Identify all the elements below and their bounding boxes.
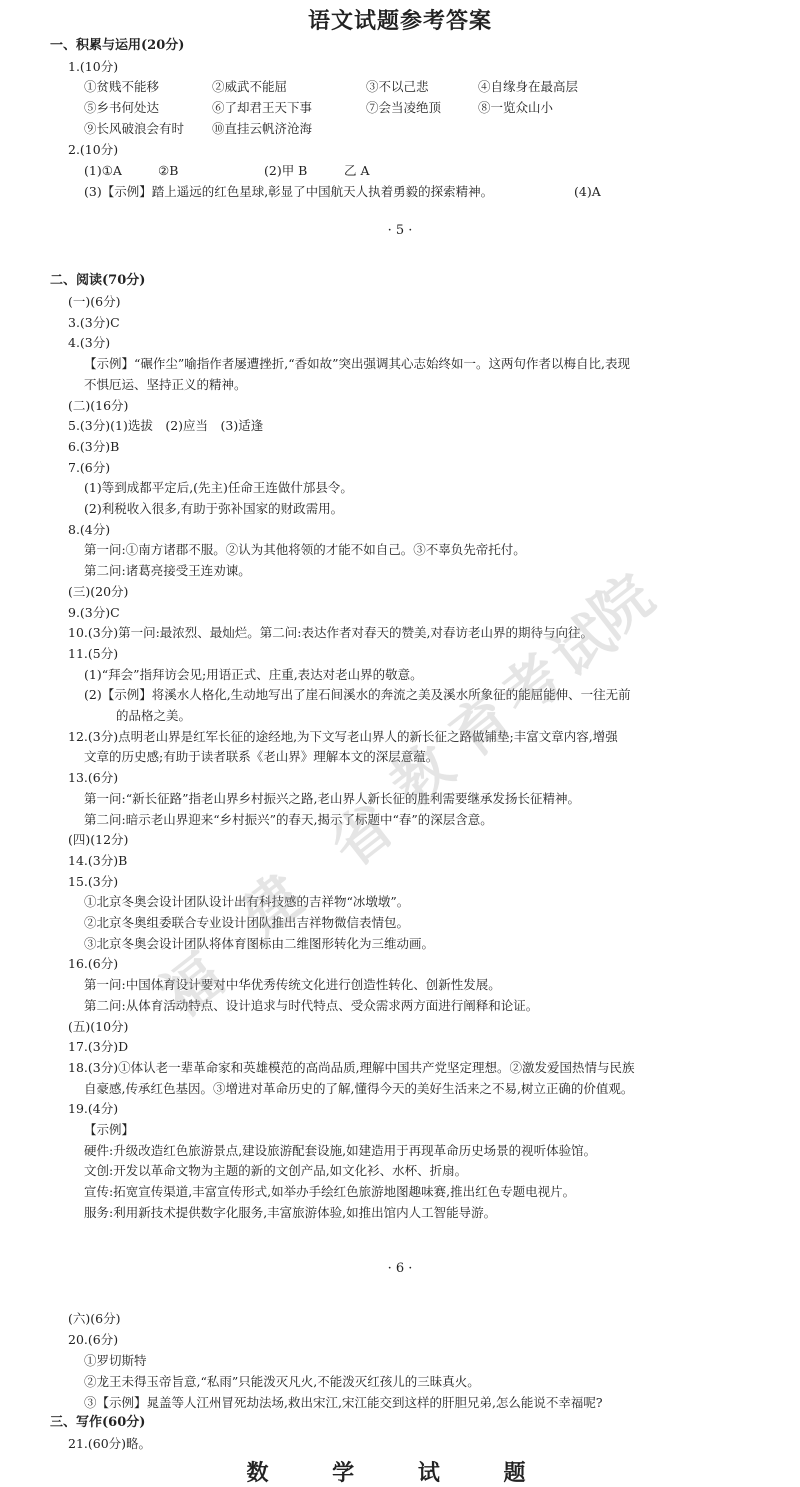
answer-line: ①北京冬奥会设计团队设计出有科技感的吉祥物“冰墩墩”。: [84, 894, 410, 910]
answer-line: 11.(5分): [68, 645, 119, 661]
answer-line: (五)(10分): [68, 1018, 129, 1034]
answer-line: 5.(3分)(1)选拔 (2)应当 (3)适逢: [68, 418, 264, 434]
q1-item: ⑦会当凌绝顶: [366, 100, 442, 115]
answer-line: 20.(6分): [68, 1332, 119, 1347]
q21-answer: 21.(60分)略。: [68, 1436, 152, 1451]
answer-line: 文章的历史感;有助于读者联系《老山界》理解本文的深层意蕴。: [84, 749, 439, 765]
q2-row-1: [0, 163, 800, 179]
answer-line: 【示例】: [84, 1122, 135, 1137]
answer-line: (1)等到成都平定后,(先主)任命王连做什邡县令。: [84, 480, 353, 496]
watermark-char: 省: [318, 791, 406, 881]
answer-line: 【示例】“碾作尘”喻指作者屡遭挫折,“香如故”突出强调其心志始终如一。这两句作者以梅自比,表现: [84, 356, 631, 372]
answer-line: ③北京冬奥会设计团队将体育图标由二维图形转化为三维动画。: [84, 935, 435, 951]
answer-line: 的品格之美。: [116, 708, 192, 723]
q1-item: ④自缘身在最高层: [478, 79, 579, 94]
answer-line: (2)【示例】将溪水人格化,生动地写出了崖石间溪水的奔流之美及溪水所象征的能屈能伸、一往无前: [84, 687, 631, 703]
next-paper-title: 数 学 试 题: [246, 1460, 554, 1486]
q2-part: (2)甲 B: [264, 163, 308, 178]
answer-line: 7.(6分): [68, 459, 111, 475]
answer-line: ③【示例】晁盖等人江州冒死劫法场,救出宋江,宋江能交到这样的肝胆兄弟,怎么能说不幸福呢?: [84, 1395, 603, 1410]
answer-line: 宣传:拓宽宣传渠道,丰富宣传形式,如举办手绘红色旅游地图趣味赛,推出红色专题电视片。: [84, 1184, 576, 1200]
answer-line: 19.(4分): [68, 1101, 119, 1117]
answer-line: (2)利税收入很多,有助于弥补国家的财政需用。: [84, 501, 344, 516]
answer-line: 服务:利用新技术提供数字化服务,丰富旅游体验,如推出馆内人工智能导游。: [84, 1204, 497, 1220]
q1-item: ⑧一览众山小: [478, 100, 554, 115]
watermark-char: 建: [228, 861, 316, 951]
answer-line: 15.(3分): [68, 873, 119, 889]
answer-line: (一)(6分): [68, 294, 121, 309]
page-title: 语文试题参考答案: [307, 8, 492, 34]
q1-row-3: [0, 121, 800, 137]
answer-line: (六)(6分): [68, 1311, 121, 1326]
q2-label: 2.(10分): [68, 142, 119, 157]
answer-line: (二)(16分): [68, 397, 129, 413]
answer-line: 9.(3分)C: [68, 604, 120, 620]
watermark-char: 育: [438, 681, 526, 771]
answer-line: ①罗切斯特: [84, 1353, 147, 1368]
watermark-char: 考: [488, 641, 576, 731]
q1-item: ①贫贱不能移: [84, 79, 160, 94]
answer-line: 硬件:升级改造红色旅游景点,建设旅游配套设施,如建造用于再现革命历史场景的视听体验馆。: [84, 1142, 597, 1158]
q1-label: 1.(10分): [68, 59, 119, 74]
answer-line: 3.(3分)C: [68, 314, 120, 330]
watermark-char: 院: [578, 561, 666, 651]
page-number: · 5 ·: [387, 223, 413, 238]
answer-line: (四)(12分): [68, 832, 129, 848]
answer-line: 6.(3分)B: [68, 438, 120, 454]
answer-line: 第二问:暗示老山界迎来“乡村振兴”的春天,揭示了标题中“春”的深层含意。: [84, 811, 493, 827]
answer-line: ②龙王未得玉帝旨意,“私雨”只能泼灭凡火,不能泼灭红孩儿的三昧真火。: [84, 1374, 480, 1389]
page-number: · 6 ·: [387, 1261, 413, 1276]
q2-row-2: [0, 184, 800, 200]
q2-part: ②B: [158, 163, 179, 178]
q1-item: ⑥了却君王天下事: [212, 100, 313, 115]
q1-row-2: [0, 100, 800, 116]
answer-line: 12.(3分)点明老山界是红军长征的途经地,为下文写老山界人的新长征之路做铺垫;丰富文章内容,增强: [68, 728, 618, 744]
q2-part: (1)①A: [84, 163, 122, 178]
answer-line: 第一问:①南方诸郡不服。②认为其他将领的才能不如自己。③不辜负先帝托付。: [84, 542, 526, 558]
answer-line: 文创:开发以革命文物为主题的新的文创产品,如文化衫、水杯、折扇。: [84, 1163, 468, 1179]
watermark-char: 教: [378, 731, 466, 821]
answer-line: 不惧厄运、坚持正义的精神。: [84, 376, 247, 392]
answer-line: ②北京冬奥组委联合专业设计团队推出吉祥物微信表情包。: [84, 915, 410, 930]
answer-line: 18.(3分)①体认老一辈革命家和英雄模范的高尚品质,理解中国共产党坚定理想。②激发爱国热情与民族: [68, 1059, 635, 1075]
answer-line: 第一问:“新长征路”指老山界乡村振兴之路,老山界人新长征的胜利需要继承发扬长征精神。: [84, 790, 580, 806]
q1-item: ⑨长风破浪会有时: [84, 121, 185, 136]
answer-line: 第一问:中国体育设计要对中华优秀传统文化进行创造性转化、创新性发展。: [84, 977, 501, 993]
section-2-heading: 二、阅读(70分): [50, 273, 146, 288]
answer-line: 第二问:诸葛亮接受王连劝谏。: [84, 563, 251, 579]
q1-item: ③不以己悲: [366, 79, 429, 94]
answer-line: (三)(20分): [68, 583, 129, 599]
q1-item: ②威武不能屈: [212, 79, 288, 94]
q1-row-1: [0, 79, 800, 95]
answer-line: 16.(6分): [68, 956, 119, 972]
answer-line: 第二问:从体育活动特点、设计追求与时代特点、受众需求两方面进行阐释和论证。: [84, 997, 539, 1013]
section-3-heading: 三、写作(60分): [50, 1415, 146, 1430]
q1-item: ⑩直挂云帆济沧海: [212, 121, 313, 136]
answer-line: (1)“拜会”指拜访会见;用语正式、庄重,表达对老山界的敬意。: [84, 666, 423, 682]
answer-line: 14.(3分)B: [68, 852, 128, 868]
answer-line: 4.(3分): [68, 335, 111, 351]
q2-part-4: (4)A: [574, 184, 601, 199]
answer-line: 13.(6分): [68, 770, 119, 786]
q1-item: ⑤乡书何处达: [84, 100, 160, 115]
section-1-heading: 一、积累与运用(20分): [50, 38, 185, 53]
q2-part: 乙 A: [344, 163, 370, 178]
answer-line: 17.(3分)D: [68, 1039, 129, 1055]
watermark-char: 福: [148, 941, 236, 1031]
q2-example: (3)【示例】踏上遥远的红色星球,彰显了中国航天人执着勇毅的探索精神。: [84, 184, 494, 199]
answer-line: 自豪感,传承红色基因。③增进对革命历史的了解,懂得今天的美好生活来之不易,树立正确的价值观。: [84, 1080, 634, 1096]
answer-line: 10.(3分)第一问:最浓烈、最灿烂。第二问:表达作者对春天的赞美,对春访老山界的期待与向往。: [68, 625, 593, 641]
answer-line: 8.(4分): [68, 521, 111, 537]
watermark-char: 试: [538, 601, 626, 691]
